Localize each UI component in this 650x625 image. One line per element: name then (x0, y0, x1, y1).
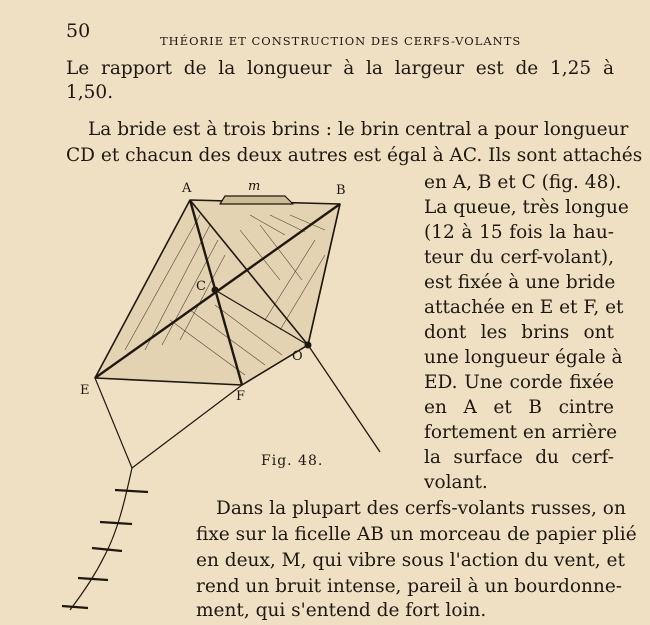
figure-caption: Fig. 48. (261, 453, 324, 469)
p2-line-1: La bride est à trois brins : le brin central a pour longueur (88, 119, 629, 140)
side-line: dont les brins ont (424, 322, 614, 343)
label-o: O (292, 349, 303, 364)
label-c: C (196, 279, 206, 294)
p1-line-2: 1,50. (66, 82, 114, 103)
p3-line-3: en deux, M, qui vibre sous l'action du vent, et (196, 550, 625, 571)
side-line: (12 à 15 fois la hau- (424, 222, 614, 243)
side-line: teur du cerf-volant), (424, 247, 614, 268)
side-line: en A, B et C (fig. 48). (424, 172, 622, 193)
side-line: La queue, très longue (424, 197, 629, 218)
paper-m (220, 196, 293, 204)
p3-line-1: Dans la plupart des cerfs-volants russes, on (216, 498, 626, 519)
p3-line-2: fixe sur la ficelle AB un morceau de papier plié (196, 524, 637, 545)
tail-knots (62, 490, 148, 608)
page-number: 50 (66, 20, 91, 42)
side-line: en A et B cintre (424, 397, 614, 418)
label-m: m (248, 179, 261, 194)
point-c (212, 287, 218, 293)
kite-figure (50, 170, 390, 620)
p3-line-5: ment, qui s'entend de fort loin. (196, 600, 487, 621)
label-b: B (336, 183, 346, 198)
side-line: une longueur égale à (424, 347, 623, 368)
label-e: E (80, 383, 90, 398)
kite-outline (95, 200, 340, 385)
side-line: attachée en E et F, et (424, 297, 624, 318)
tail-bridle-f (132, 385, 242, 468)
p2-line-2: CD et chacun des deux autres est égal à AC. Ils sont attachés (66, 145, 643, 166)
tail-bridle-e (95, 378, 132, 468)
side-line: la surface du cerf- (424, 447, 614, 468)
side-line: volant. (424, 472, 488, 493)
side-line: ED. Une corde fixée (424, 372, 614, 393)
label-f: F (236, 389, 246, 404)
side-line: est fixée à une bride (424, 272, 616, 293)
p1-line-1: Le rapport de la longueur à la largeur est de 1,25 à (66, 58, 614, 79)
flying-line (308, 345, 380, 452)
side-line: fortement en arrière (424, 422, 618, 443)
label-a: A (182, 181, 192, 196)
p3-line-4: rend un bruit intense, pareil à un bourdonne- (196, 576, 623, 597)
tail-line (70, 468, 132, 610)
point-o (305, 342, 311, 348)
running-title: THÉORIE ET CONSTRUCTION DES CERFS-VOLANTS (160, 34, 522, 48)
